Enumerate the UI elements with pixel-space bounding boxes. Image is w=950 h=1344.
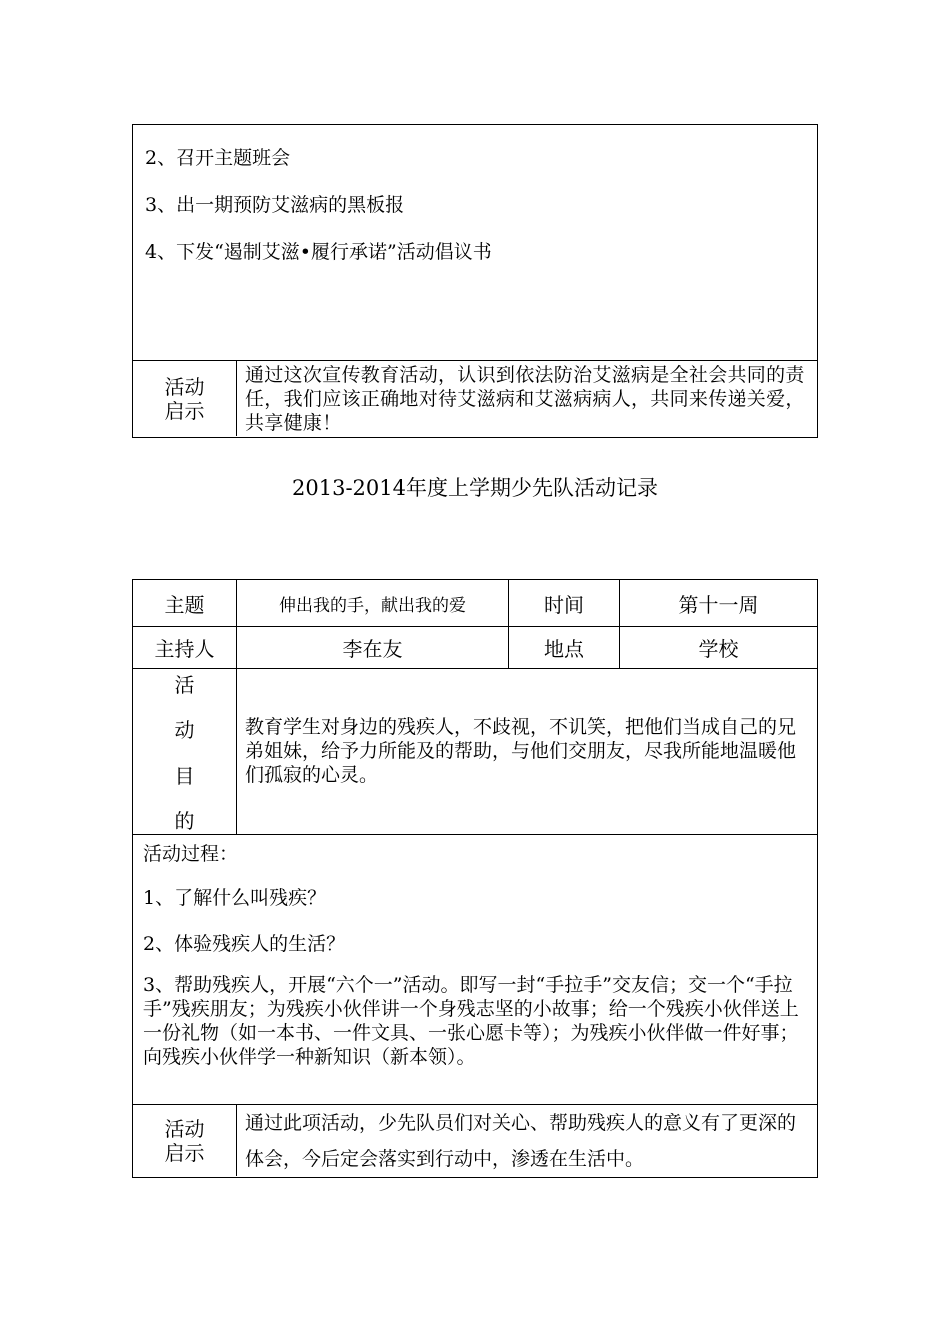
host-row [133, 626, 817, 668]
process-item-2: 2、体验残疾人的生活？ [143, 933, 346, 955]
process-row [133, 834, 817, 1104]
place-value: 学校 [619, 627, 817, 668]
record-inspiration-label: 活动 启示 [164, 1116, 205, 1165]
prev-activity-table [132, 124, 818, 438]
host-label: 主持人 [154, 637, 215, 661]
inspiration-label: 活动 启示 [164, 374, 205, 423]
record-inspiration-text: 通过此项活动，少先队员们对关心、帮助残疾人的意义有了更深的体会，今后定会落实到行动中，渗透在生活中。 [236, 1105, 817, 1176]
place-label: 地点 [508, 627, 619, 668]
process-label: 活动过程： [143, 843, 239, 865]
process-item-2: 2、召开主题班会 [145, 147, 291, 169]
theme-row [133, 580, 817, 626]
time-label: 时间 [508, 580, 619, 626]
activity-record-table [132, 579, 818, 1178]
purpose-text: 教育学生对身边的残疾人，不歧视，不讥笑，把他们当成自己的兄弟姐妹，给予力所能及的帮助，与他们交朋友，尽我所能地温暖他们孤寂的心灵。 [236, 669, 817, 834]
host-value: 李在友 [236, 627, 508, 668]
process-item-4: 4、下发“遏制艾滋•履行承诺”活动倡议书 [145, 241, 492, 263]
page-title: 2013-2014年度上学期少先队活动记录 [292, 476, 658, 500]
inspiration-row [133, 360, 817, 436]
theme-value: 伸出我的手，献出我的爱 [236, 580, 508, 626]
time-value: 第十一周 [619, 580, 817, 626]
purpose-row [133, 668, 817, 834]
inspiration-text: 通过这次宣传教育活动，认识到依法防治艾滋病是全社会共同的责任，我们应该正确地对待艾滋病和艾滋病病人，共同来传递关爱，共享健康！ [236, 361, 817, 436]
activity-process-row [133, 125, 817, 360]
process-item-3: 3、帮助残疾人，开展“六个一”活动。即写一封“手拉手”交友信；交一个“手拉手”残疾朋友；为残疾小伙伴讲一个身残志坚的小故事；给一个残疾小伙伴送上一份礼物（如一本书、一件文具、一张心愿卡等）；为残疾小伙伴做一件好事；向残疾小伙伴学一种新知识（新本领）。 [143, 974, 799, 1068]
theme-label: 主题 [164, 592, 205, 617]
process-item-3: 3、出一期预防艾滋病的黑板报 [145, 194, 405, 216]
record-inspiration-row [133, 1104, 817, 1176]
purpose-label: 活 动 目 的 [174, 673, 195, 833]
process-item-1: 1、了解什么叫残疾？ [143, 887, 327, 909]
